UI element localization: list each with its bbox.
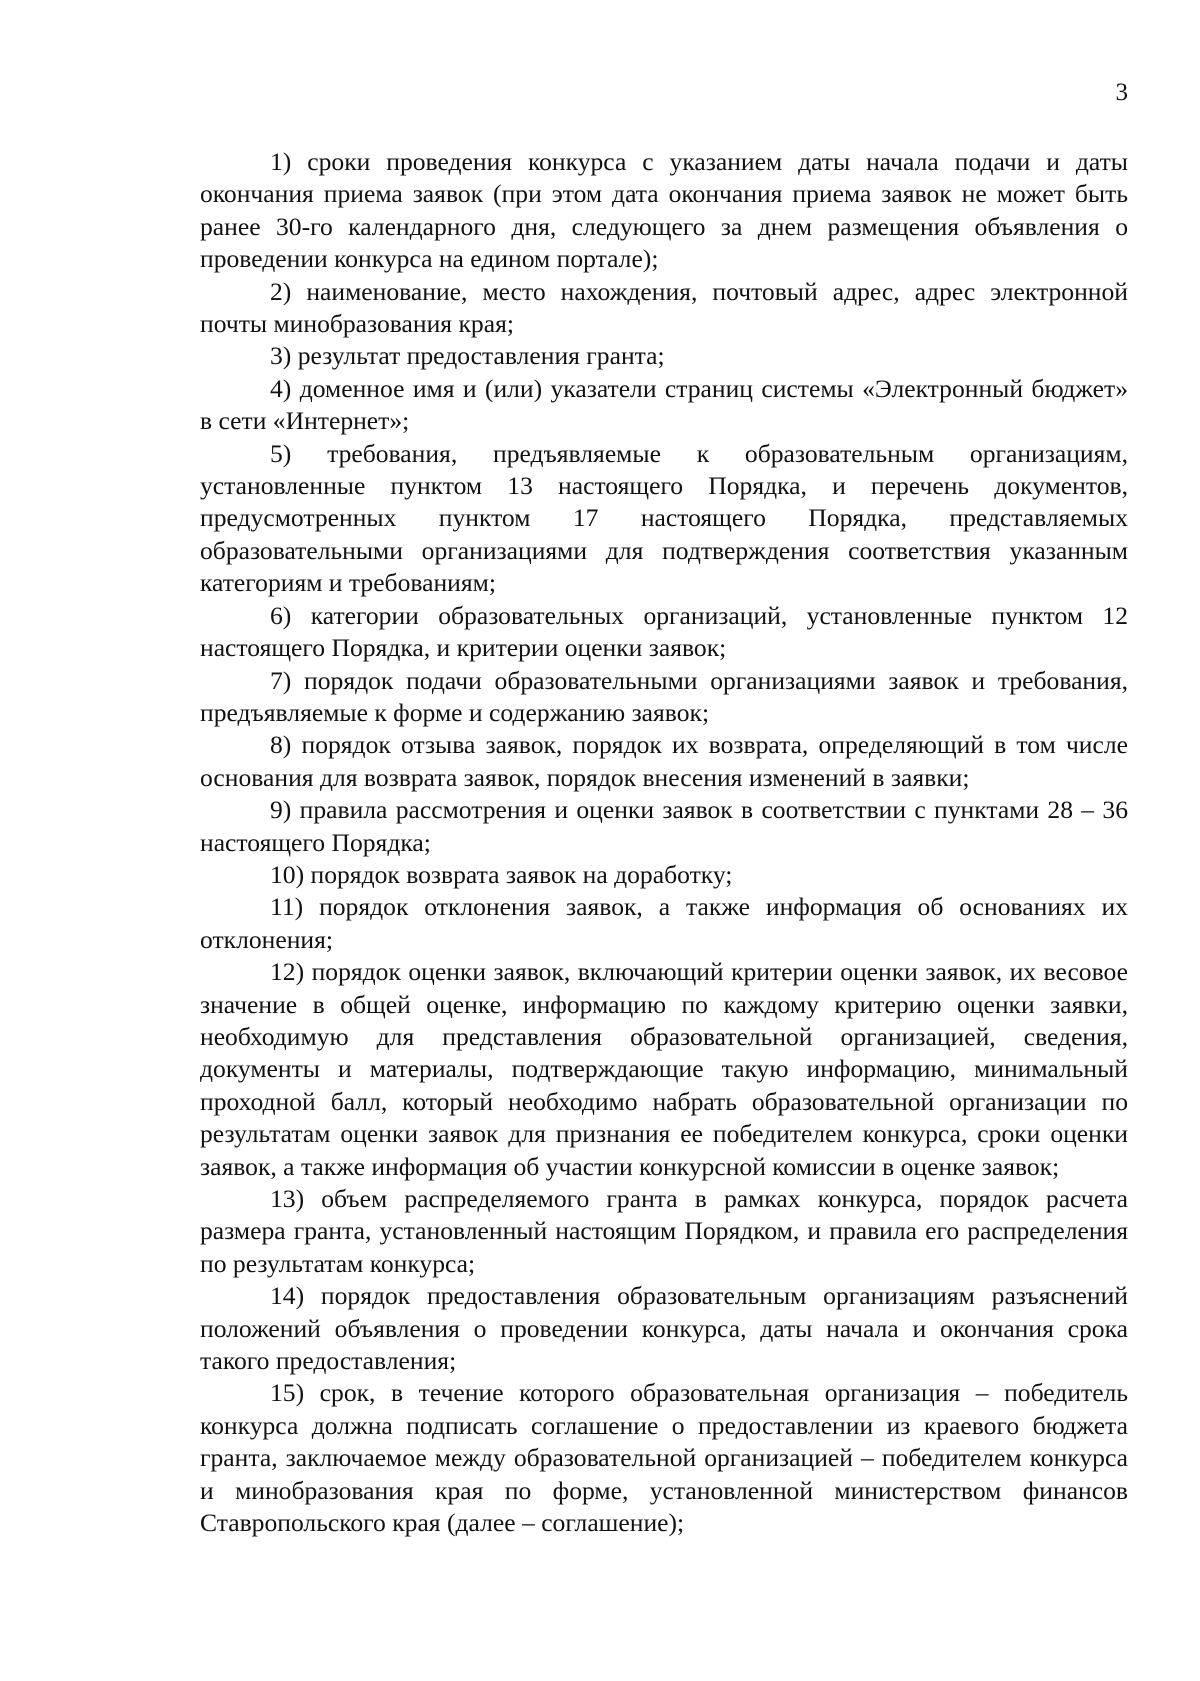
list-item: 2) наименование, место нахождения, почтовый адрес, адрес электронной почты минобразования края;	[200, 276, 1128, 339]
list-item: 15) срок, в течение которого образовательная организация – победитель конкурса должна подписать соглашение о предоставлении из краевого бюджета гранта, заключаемое между образовательной организацией – победителем конкурса и минобразования края по форме, установленной министерством финансов Ставропольского края (далее – соглашение);	[200, 1378, 1128, 1538]
page-number: 3	[1115, 79, 1128, 106]
document-body	[200, 146, 1128, 1539]
list-item: 11) порядок отклонения заявок, а также информация об основаниях их отклонения;	[200, 892, 1128, 954]
list-item: 3) результат предоставления гранта;	[270, 341, 665, 371]
list-item: 5) требования, предъявляемые к образовательным организациям, установленные пунктом 13 настоящего Порядка, и перечень документов, предусмотренных пунктом 17 настоящего Порядка, представляемых образовательными организациями для подтверждения соответствия указанным категориям и требованиям;	[200, 438, 1128, 598]
list-item: 8) порядок отзыва заявок, порядок их возврата, определяющий в том числе основания для возврата заявок, порядок внесения изменений в заявки;	[200, 730, 1128, 792]
list-item: 9) правила рассмотрения и оценки заявок в соответствии с пунктами 28 – 36 настоящего Порядка;	[200, 795, 1128, 857]
list-item: 4) доменное имя и (или) указатели страниц системы «Электронный бюджет» в сети «Интернет»;	[200, 373, 1128, 436]
list-item: 13) объем распределяемого гранта в рамках конкурса, порядок расчета размера гранта, установленный настоящим Порядком, и правила его распределения по результатам конкурса;	[200, 1184, 1128, 1278]
list-item: 7) порядок подачи образовательными организациями заявок и требования, предъявляемые к форме и содержанию заявок;	[200, 665, 1128, 727]
list-item: 14) порядок предоставления образовательным организациям разъяснений положений объявления о проведении конкурса, даты начала и окончания срока такого предоставления;	[200, 1281, 1128, 1376]
list-item: 1) сроки проведения конкурса с указанием даты начала подачи и даты окончания приема заявок (при этом дата окончания приема заявок не может быть ранее 30-го календарного дня, следующего за днем размещения объявления о проведении конкурса на едином портале);	[200, 147, 1128, 274]
list-item: 6) категории образовательных организаций, установленные пунктом 12 настоящего Порядка, и критерии оценки заявок;	[200, 600, 1128, 663]
list-item: 10) порядок возврата заявок на доработку;	[270, 859, 733, 889]
list-item: 12) порядок оценки заявок, включающий критерии оценки заявок, их весовое значение в общей оценке, информацию по каждому критерию оценки заявки, необходимую для представления образовательной организацией, сведения, документы и материалы, подтверждающие такую информацию, минимальный проходной балл, который необходимо набрать образовательной организации по результатам оценки заявок для признания ее победителем конкурса, сроки оценки заявок, а также информация об участии конкурсной комиссии в оценке заявок;	[200, 957, 1128, 1181]
